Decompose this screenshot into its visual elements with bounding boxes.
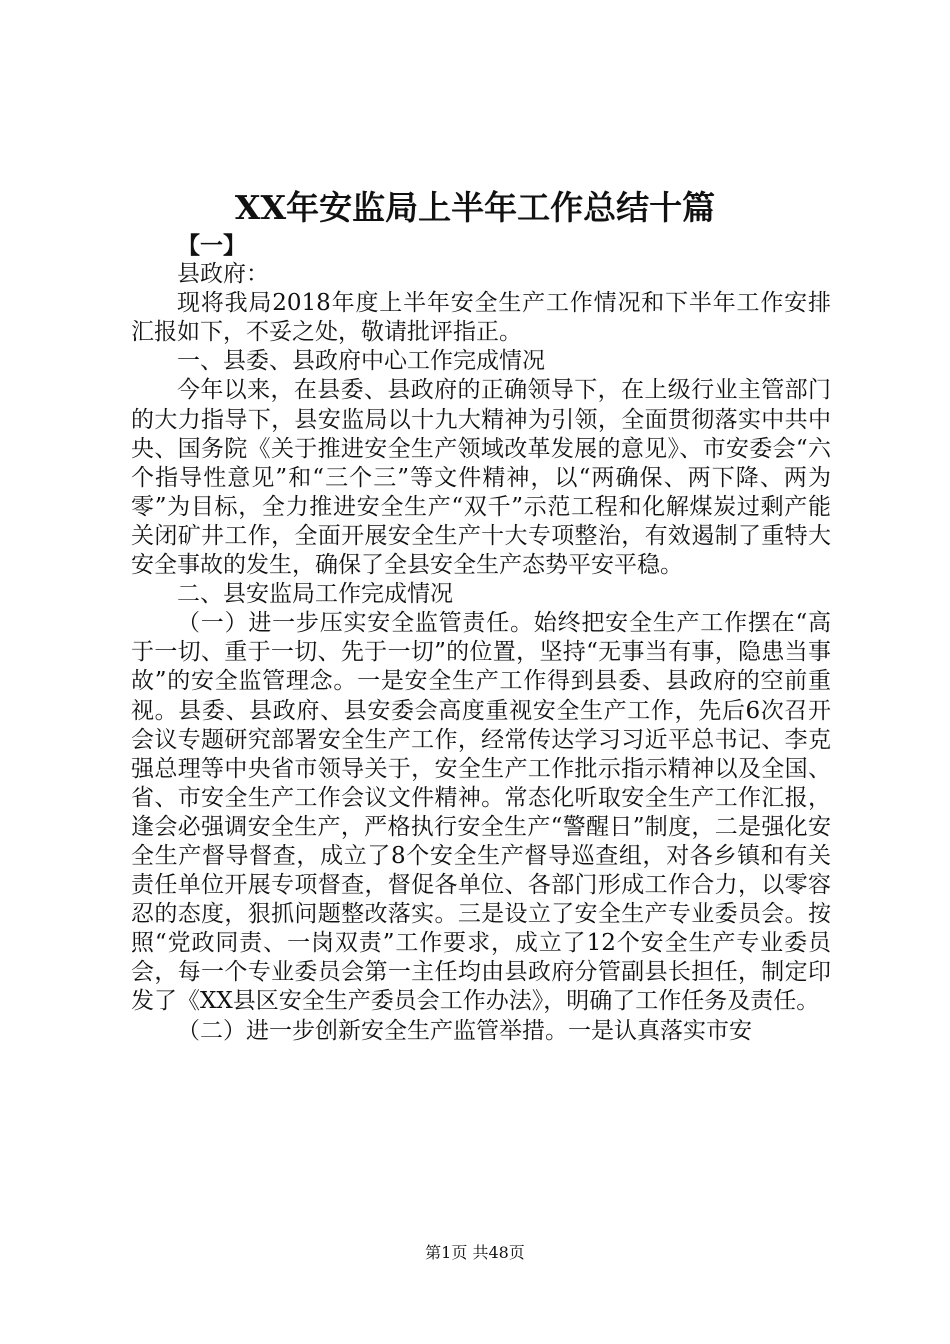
salutation: 县政府： xyxy=(177,261,269,288)
body-paragraph: （二）进一步创新安全生产监管举措。一是认真落实市安 xyxy=(177,1017,752,1044)
intro-paragraph: 现将我局2018年度上半年安全生产工作情况和下半年工作安排汇报如下，不妥之处，敬请批评指正。 xyxy=(131,290,831,346)
page-footer: 第1页 共48页 xyxy=(425,1243,525,1262)
heading-part-two: 二、县安监局工作完成情况 xyxy=(177,581,453,608)
document-title: XX年安监局上半年工作总结十篇 xyxy=(234,188,716,227)
heading-part-one: 一、县委、县政府中心工作完成情况 xyxy=(177,348,545,375)
body-paragraph: （一）进一步压实安全监管责任。始终把安全生产工作摆在“高于一切、重于一切、先于一切”的位置，坚持“无事当有事，隐患当事故”的安全监管理念。一是安全生产工作得到县委、县政府的空前重视。县委、县政府、县安委会高度重视安全生产工作，先后6次召开会议专题研究部署安全生产工作，经常传达学习习近平总书记、李克强总理等中央省市领导关于，安全生产工作批示指示精神以及全国、省、市安全生产工作会议文件精神。常态化听取安全生产工作汇报，逢会必强调安全生产，严格执行安全生产“警醒日”制度，二是强化安全生产督导督查，成立了8个安全生产督导巡查组，对各乡镇和有关责任单位开展专项督查，督促各单位、各部门形成工作合力，以零容忍的态度，狠抓问题整改落实。三是设立了安全生产专业委员会。按照“党政同责、一岗双责”工作要求，成立了12个安全生产专业委员会，每一个专业委员会第一主任均由县政府分管副县长担任，制定印发了《XX县区安全生产委员会工作办法》，明确了工作任务及责任。 xyxy=(131,610,831,1015)
document-body xyxy=(131,231,831,1046)
body-paragraph: 今年以来，在县委、县政府的正确领导下，在上级行业主管部门的大力指导下，县安监局以十九大精神为引领，全面贯彻落实中共中央、国务院《关于推进安全生产领域改革发展的意见》、市安委会“六个指导性意见”和“三个三”等文件精神，以“两确保、两下降、两为零”为目标，全力推进安全生产“双千”示范工程和化解煤炭过剩产能关闭矿井工作，全面开展安全生产十大专项整治，有效遏制了重特大安全事故的发生，确保了全县安全生产态势平安平稳。 xyxy=(131,377,831,579)
section-marker: 【一】 xyxy=(177,232,246,259)
